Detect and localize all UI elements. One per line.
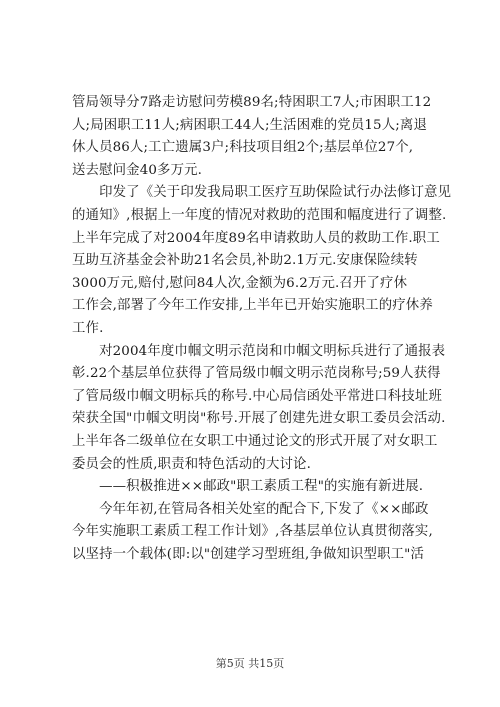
text-line: 印发了《关于印发我局职工医疗互助保险试行办法修订意见 <box>72 185 452 201</box>
text-line: 互助互济基金会补助21名会员,补助2.1万元.安康保险续转 <box>72 253 418 269</box>
page-number: 第5页 共15页 <box>215 657 285 670</box>
text-line: 对2004年度巾帼文明示范岗和巾帼文明标兵进行了通报表 <box>72 343 446 359</box>
text-line: 委员会的性质,职责和特色活动的大讨论. <box>72 456 312 472</box>
text-line: 上半年完成了对2004年度89名申请救助人员的救助工作.职工 <box>72 230 440 246</box>
text-line: 管局领导分7路走访慰问劳模89名;特困职工7人;市困职工12 <box>72 95 432 110</box>
text-line: 3000万元,赔付,慰问84人次,金额为6.2万元.召开了疗休 <box>72 275 408 291</box>
body-text <box>72 92 452 566</box>
text-line: 了管局级巾帼文明标兵的称号.中心局信函处平常进口科技址班 <box>72 388 443 404</box>
text-line: 的通知》,根据上一年度的情况对救助的范围和幅度进行了调整. <box>72 207 447 223</box>
text-line: 今年年初,在管局各相关处室的配合下,下发了《××邮政 <box>72 501 429 517</box>
text-line: 上半年各二级单位在女职工中通过论文的形式开展了对女职工 <box>72 433 438 449</box>
text-line: 工作会,部署了今年工作安排,上半年已开始实施职工的疗休养 <box>72 298 433 314</box>
text-line: 工作. <box>72 320 104 336</box>
text-line: 人;局困职工11人;病困职工44人;生活困难的党员15人;离退 <box>72 117 428 133</box>
text-line: ——积极推进××邮政"职工素质工程"的实施有新进展. <box>72 479 424 495</box>
text-line: 彰.22个基层单位获得了管局级巾帼文明示范岗称号;59人获得 <box>72 366 441 382</box>
text-line: 荣获全国"巾帼文明岗"称号.开展了创建先进女职工委员会活动. <box>72 411 446 427</box>
text-line: 休人员86人;工亡遗属3户;科技项目组2个;基层单位27个, <box>72 140 414 156</box>
text-line: 今年实施职工素质工程工作计划》,各基层单位认真贯彻落实, <box>72 524 433 540</box>
text-line: 送去慰问金40多万元. <box>72 162 203 178</box>
text-line: 以坚持一个载体(即:以"创建学习型班组,争做知识型职工"活 <box>72 546 425 562</box>
page-footer <box>0 655 500 671</box>
